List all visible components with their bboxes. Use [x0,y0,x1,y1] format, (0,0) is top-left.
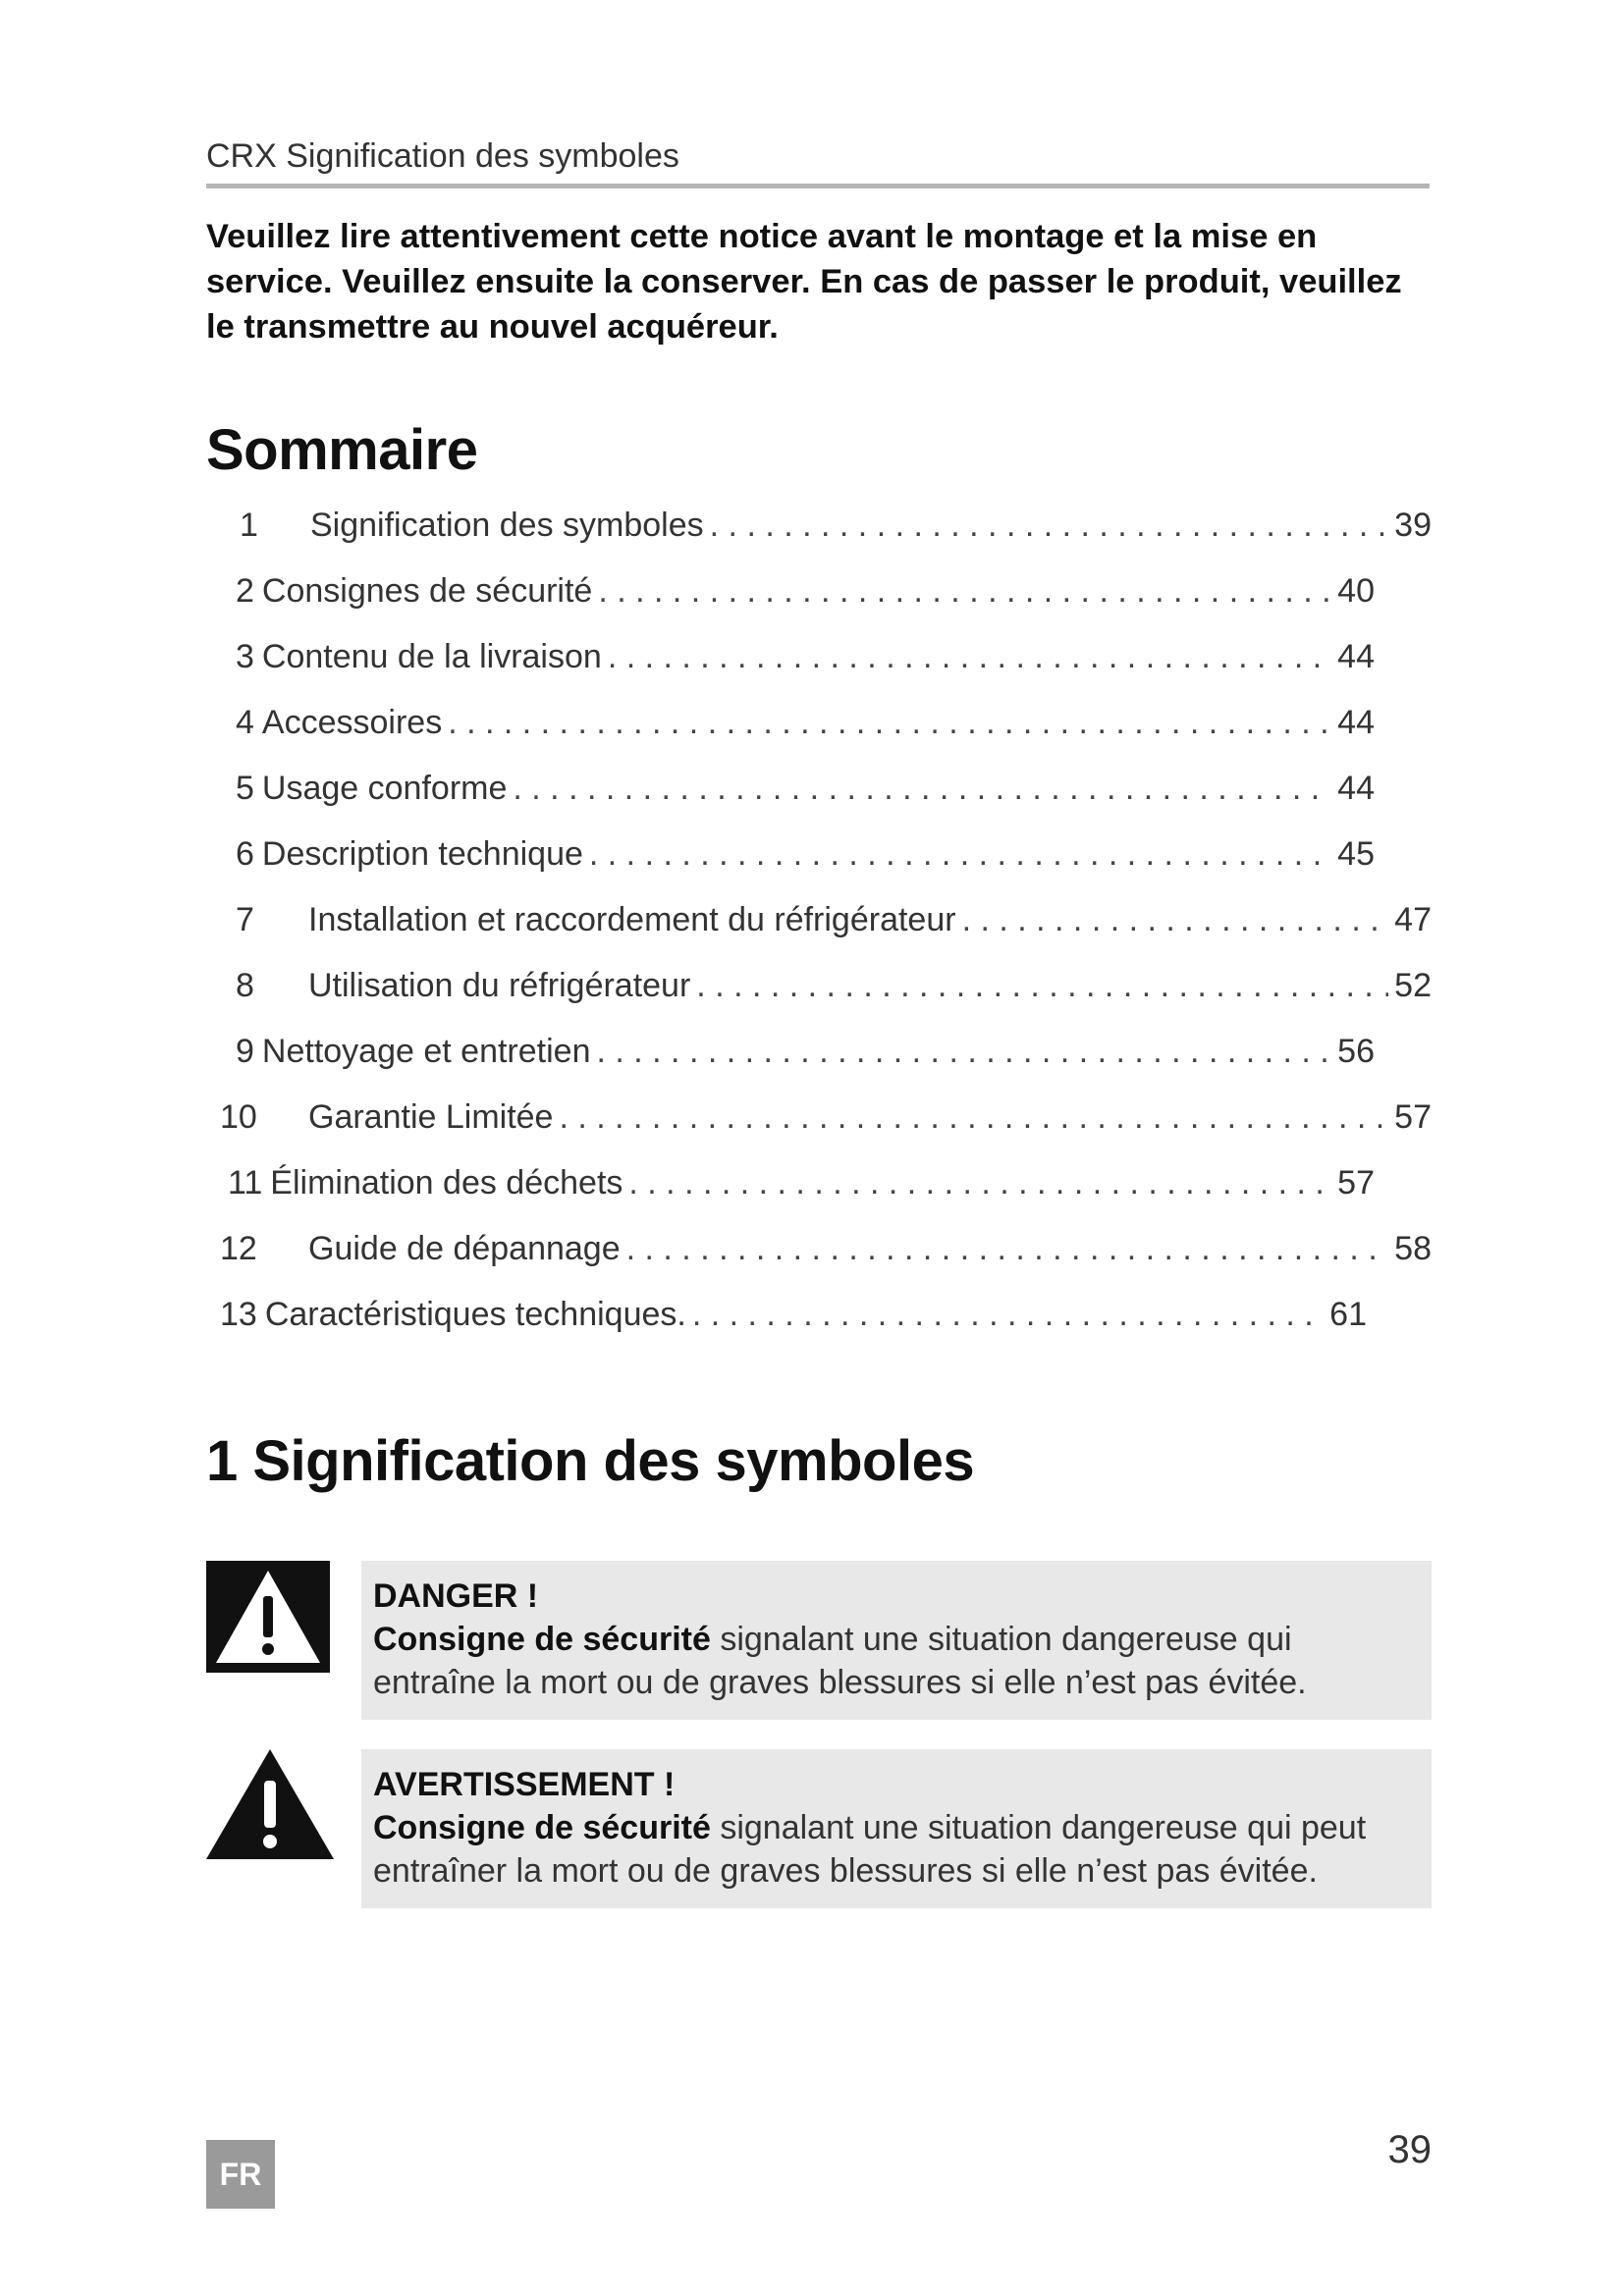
toc-item-label: Consignes de sécurité [261,572,593,610]
toc-item-label: Accessoires [261,704,443,741]
toc-leader [448,704,1331,742]
toc-leader [559,1098,1388,1137]
notice-body-text: signalant une situation dangereuse qui peut entraîner la mort ou de graves blessures si elle n’est pas évitée. [373,1809,1367,1890]
toc-leader [710,507,1389,545]
toc-title: Sommaire [206,418,478,482]
toc-item-label: Usage conforme [261,770,508,807]
toc-item-label: Élimination des déchets [270,1164,623,1201]
toc-item[interactable] [236,572,1375,621]
toc-leader [962,901,1389,939]
toc-item-page: 57 [1337,1164,1375,1201]
toc-item-page: 44 [1337,770,1375,807]
toc-item[interactable] [240,507,1432,556]
toc-item-number: 5 [236,770,254,807]
toc-item-label: Caractéristiques techniques. [264,1296,686,1333]
notice-body-bold: Consigne de sécurité [373,1621,711,1658]
notice-title: AVERTISSEMENT ! [373,1766,676,1803]
toc-leader [692,1296,1324,1334]
toc-leader [626,1230,1389,1268]
toc-item[interactable] [220,1230,1432,1279]
toc-item-page: 56 [1337,1033,1375,1070]
toc-item-number: 10 [220,1098,257,1136]
intro-notice: Veuillez lire attentivement cette notice avant le montage et la mise en service. Veuillez ensuite la conserver. En cas de passer le produit, veuillez le transmettre au nouvel acquéreur. [206,218,1402,346]
toc-item-number: 11 [228,1164,263,1201]
toc-item-page: 47 [1394,901,1432,938]
toc-item-number: 12 [220,1230,257,1267]
toc-item-page: 57 [1394,1098,1432,1136]
toc-leader [598,572,1331,611]
toc-item[interactable] [236,1033,1375,1082]
toc-item[interactable] [228,1164,1375,1213]
toc-item-label: Installation et raccordement du réfrigérateur [308,901,956,938]
toc-leader [628,1164,1331,1202]
notice-body [373,1806,1420,1893]
toc-item[interactable] [236,835,1375,884]
toc-item-label: Garantie Limitée [308,1098,554,1136]
toc-item-page: 45 [1337,835,1375,873]
toc-item[interactable] [236,967,1432,1016]
warning-triangle-icon [206,1749,334,1859]
page-number: 39 [1387,2128,1432,2171]
toc-item-label: Description technique [261,835,583,873]
toc-item[interactable] [220,1296,1367,1345]
notice-body-text: signalant une situation dangereuse qui entraîne la mort ou de graves blessures si elle n’est pas évitée. [373,1621,1307,1701]
toc-item-number: 9 [236,1033,254,1070]
toc-item-number: 2 [236,572,254,610]
danger-notice [361,1561,1432,1720]
notice-body [373,1618,1420,1704]
toc-item-page: 39 [1394,507,1432,544]
toc-item-number: 7 [236,901,254,938]
toc-item-number: 13 [220,1296,257,1333]
toc-item[interactable] [220,1098,1432,1148]
toc-item-page: 58 [1394,1230,1432,1267]
warning-notice [361,1749,1432,1908]
toc-item[interactable] [236,704,1375,753]
language-badge: FR [206,2140,275,2209]
toc-item-number: 6 [236,835,254,873]
warning-square-icon [206,1561,330,1673]
toc-item-label: Signification des symboles [310,507,704,544]
toc-item[interactable] [236,638,1375,687]
notice-title: DANGER ! [373,1577,539,1615]
toc-item-page: 61 [1329,1296,1367,1333]
toc-item-page: 40 [1337,572,1375,610]
toc-leader [513,770,1331,808]
toc-leader [596,1033,1331,1071]
toc-item-number: 4 [236,704,254,741]
toc-item-page: 44 [1337,638,1375,675]
toc-item-page: 52 [1394,967,1432,1004]
toc-item-label: Utilisation du réfrigérateur [308,967,691,1004]
running-header: CRX Signification des symboles [206,137,1430,188]
section-title: 1 Signification des symboles [206,1429,975,1493]
toc-item[interactable] [236,770,1375,819]
toc-item-number: 8 [236,967,254,1004]
toc-item-label: Contenu de la livraison [261,638,602,675]
toc-item-page: 44 [1337,704,1375,741]
toc-item-number: 3 [236,638,254,675]
toc-item-label: Nettoyage et entretien [261,1033,591,1070]
notice-body-bold: Consigne de sécurité [373,1809,711,1846]
toc-item[interactable] [236,901,1432,950]
toc-leader [608,638,1331,676]
toc-item-number: 1 [240,507,258,544]
toc-leader [589,835,1331,874]
toc-leader [696,967,1388,1005]
toc-item-label: Guide de dépannage [308,1230,621,1267]
